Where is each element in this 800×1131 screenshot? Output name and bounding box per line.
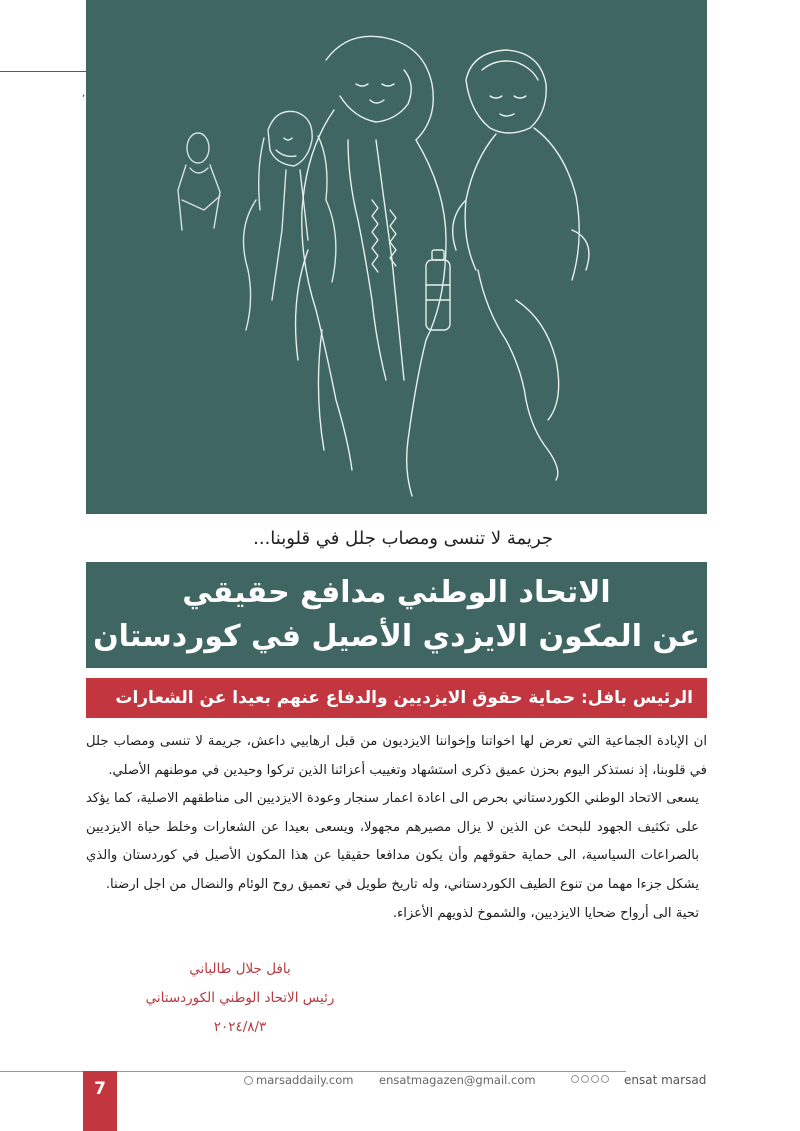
article-kicker: جريمة لا تنسى ومصاب جلل في قلوبنا... <box>253 528 553 549</box>
signature-block <box>120 955 360 1042</box>
social-icons <box>571 1075 609 1083</box>
signature-title: رئيس الاتحاد الوطني الكوردستاني <box>145 990 335 1006</box>
twitter-icon[interactable] <box>581 1075 589 1083</box>
instagram-icon[interactable] <box>591 1075 599 1083</box>
footer-email[interactable]: ensatmagazen@gmail.com <box>379 1073 536 1087</box>
sketch-man <box>178 133 220 230</box>
signature-date: ٢٠٢٤/٨/٣ <box>213 1019 267 1035</box>
paragraph: ان الإبادة الجماعية التي تعرض لها اخواتنا وإخواننا الايزديون من قبل ارهابيي داعش، جريمة لا تنسى ومصاب جلل في قلوبنا، إذ نستذكر اليوم بحزن عميق ذكرى استشهاد وتغييب أعزائنا الذين تركوا وحيدين في موطنهم الأصلي. <box>86 734 707 778</box>
subheadline-bar: الرئيس بافل: حماية حقوق الايزديين والدفاع عنهم بعيدا عن الشعارات <box>86 678 707 718</box>
headline-box <box>86 562 707 668</box>
website-text[interactable]: marsaddaily.com <box>256 1073 354 1087</box>
facebook-icon[interactable] <box>571 1075 579 1083</box>
footer-brand: ensat marsad <box>624 1073 707 1087</box>
page-number: 7 <box>83 1071 117 1131</box>
article-body <box>86 728 707 928</box>
hero-illustration <box>86 0 707 514</box>
youtube-icon[interactable] <box>601 1075 609 1083</box>
paragraph: تحية الى أرواح ضحايا الايزديين، والشموخ لذويهم الأعزاء. <box>392 905 699 921</box>
top-rule <box>0 71 86 72</box>
signature-name: بافل جلال طالباني <box>189 961 291 977</box>
paragraph: يسعى الاتحاد الوطني الكوردستاني بحرص الى اعادة اعمار سنجار وعودة الايزديين الى مناطقهم الاصلية، كما يؤكد على تكثيف الجهود للبحث عن الذين لا يزال مصيرهم مجهولا، ويسعى بعيدا عن الشعارات وخلط حياة الايزديين بالصراعات السياسية، الى حماية حقوقهم وأن يكون مدافعا حقيقيا عن هذا المكون الأصيل في كوردستان والذي يشكل جزءا مهما من تنوع الطيف الكوردستاني، وله تاريخ طويل في تعميق روح الوئام والنضال من اجل ارضنا. <box>86 791 699 892</box>
sketch-bottle <box>426 250 450 330</box>
headline-line-2: عن المكون الايزدي الأصيل في كوردستان <box>93 619 700 654</box>
footer-website[interactable] <box>244 1073 353 1087</box>
globe-icon <box>244 1076 253 1085</box>
headline-line-1: الاتحاد الوطني مدافع حقيقي <box>182 575 611 610</box>
sketch-child <box>453 50 589 480</box>
sketch-central-woman <box>296 36 446 496</box>
corner-mark: , <box>82 88 86 99</box>
sketch-woman <box>244 111 336 330</box>
